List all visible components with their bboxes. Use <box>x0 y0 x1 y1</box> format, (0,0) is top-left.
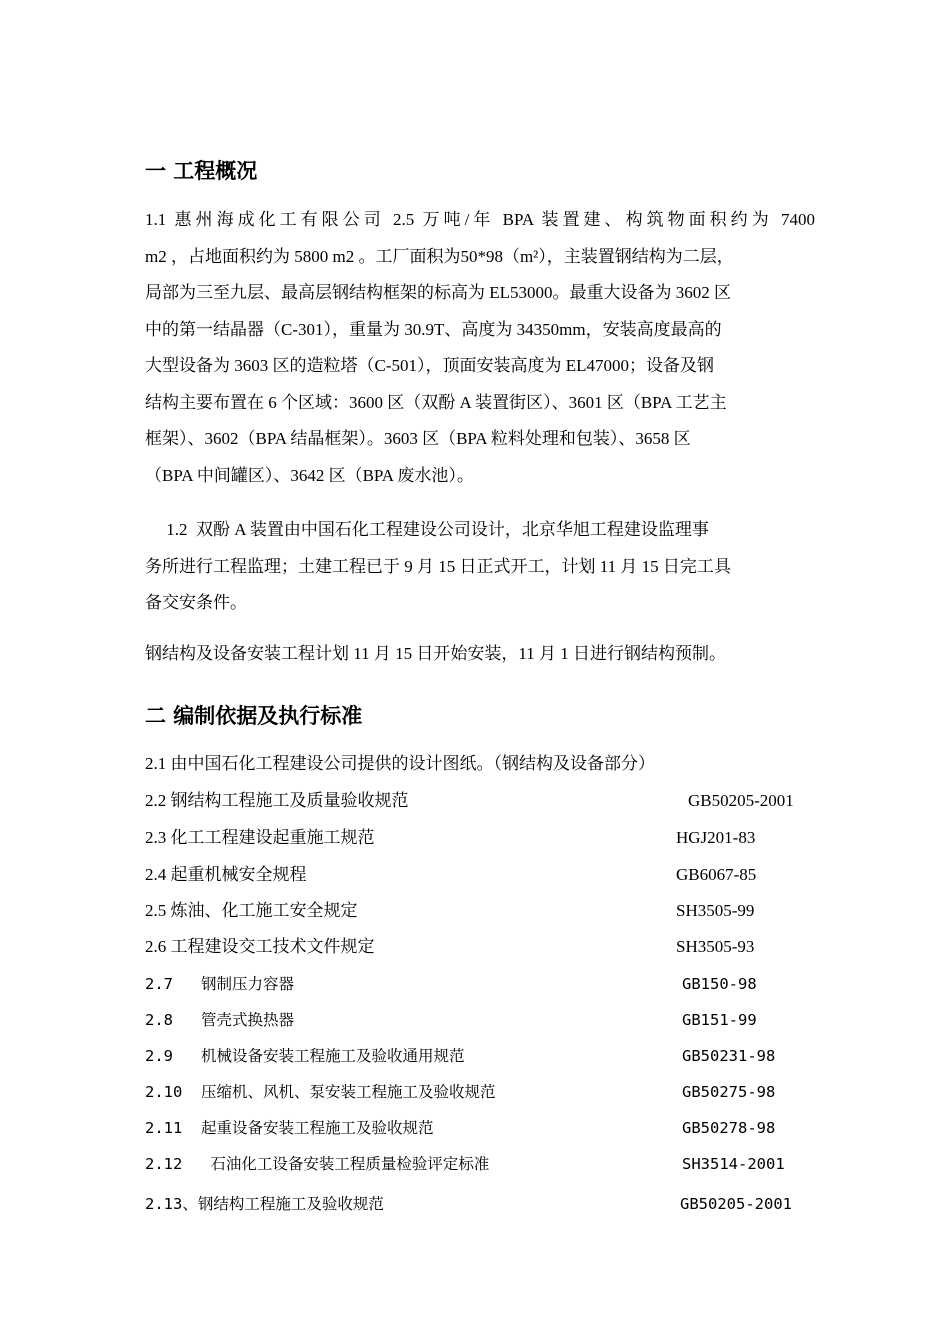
standard-code: HGJ201-83 <box>676 828 756 847</box>
standard-code: GB50205-2001 <box>688 791 794 810</box>
standard-code: GB50231-98 <box>682 1047 776 1065</box>
reference-title: 2.3 化工工程建设起重施工规范 <box>145 828 375 847</box>
reference-title: 2.10 压缩机、风机、泵安装工程施工及验收规范 <box>145 1083 496 1101</box>
section-1-heading: 一 工程概况 <box>145 159 258 183</box>
paragraph-1-1 <box>145 202 815 494</box>
reference-item <box>145 971 825 997</box>
reference-item <box>145 862 825 888</box>
reference-title: 2.2 钢结构工程施工及质量验收规范 <box>145 791 409 810</box>
standard-code: GB6067-85 <box>676 865 757 884</box>
reference-title: 2.1 由中国石化工程建设公司提供的设计图纸。（钢结构及设备部分） <box>145 754 655 773</box>
reference-item <box>145 1151 825 1177</box>
reference-title: 2.7 钢制压力容器 <box>145 975 294 993</box>
reference-item <box>145 1079 825 1105</box>
reference-item <box>145 1007 825 1033</box>
text-line: 大型设备为 3603 区的造粒塔（C-501），顶面安装高度为 EL47000；设备及钢 <box>145 356 715 375</box>
text-line: （BPA 中间罐区）、3642 区（BPA 废水池）。 <box>145 465 474 485</box>
reference-title: 2.13、钢结构工程施工及验收规范 <box>145 1195 384 1213</box>
reference-item <box>145 1043 825 1069</box>
text-line: m2 ，占地面积约为 5800 m2 。工厂面积为50*98（m²），主装置钢结构为二层， <box>145 246 734 266</box>
reference-title: 2.5 炼油、化工施工安全规定 <box>145 901 358 920</box>
section-2-heading: 二 编制依据及执行标准 <box>145 704 363 728</box>
text-line: 框架）、3602（BPA 结晶框架）。3603 区（BPA 粒料处理和包装）、3658 区 <box>145 429 691 448</box>
text-line: 结构主要布置在 6 个区域：3600 区（双酚 A 装置街区）、3601 区（BPA 工艺主 <box>145 392 727 412</box>
paragraph-1-3 <box>145 636 815 673</box>
standard-code: GB50205-2001 <box>680 1195 792 1213</box>
standard-code: GB151-99 <box>682 1011 757 1029</box>
reference-title: 2.8 管壳式换热器 <box>145 1011 294 1029</box>
standard-code: GB50275-98 <box>682 1083 776 1101</box>
reference-item <box>145 934 825 960</box>
reference-item <box>145 788 825 814</box>
standard-code: SH3505-99 <box>676 901 755 920</box>
text-line: 1.2 双酚 A 装置由中国石化工程建设公司设计，北京华旭工程建设监理事 <box>145 520 709 539</box>
reference-title: 2.4 起重机械安全规程 <box>145 865 307 884</box>
standard-code: SH3514-2001 <box>682 1155 785 1173</box>
reference-title: 2.9 机械设备安装工程施工及验收通用规范 <box>145 1047 465 1065</box>
standard-code: SH3505-93 <box>676 937 755 956</box>
reference-title: 2.6 工程建设交工技术文件规定 <box>145 937 375 956</box>
text-line: 钢结构及设备安装工程计划 11 月 15 日开始安装，11 月 1 日进行钢结构预制。 <box>145 644 726 663</box>
reference-title: 2.11 起重设备安装工程施工及验收规范 <box>145 1119 434 1137</box>
text-line: 中的第一结晶器（C-301），重量为 30.9T、高度为 34350mm，安装高度最高的 <box>145 319 722 339</box>
standard-code: GB50278-98 <box>682 1119 776 1137</box>
text-line: 局部为三至九层、最高层钢结构框架的标高为 EL53000。最重大设备为 3602 区 <box>145 283 732 302</box>
reference-title: 2.12 石油化工设备安装工程质量检验评定标准 <box>145 1155 490 1173</box>
standard-code: GB150-98 <box>682 975 757 993</box>
text-line: 1.1 惠州海成化工有限公司 2.5 万吨/年 BPA 装置建、构筑物面积约为 7400 <box>145 210 815 229</box>
reference-item <box>145 898 825 924</box>
paragraph-1-2 <box>145 512 815 622</box>
text-line: 务所进行工程监理；土建工程已于 9 月 15 日正式开工，计划 11 月 15 日完工具 <box>145 556 731 576</box>
reference-item <box>145 751 825 777</box>
reference-item <box>145 1191 825 1217</box>
reference-item <box>145 825 825 851</box>
text-line: 备交安条件。 <box>145 593 247 612</box>
reference-item <box>145 1115 825 1141</box>
